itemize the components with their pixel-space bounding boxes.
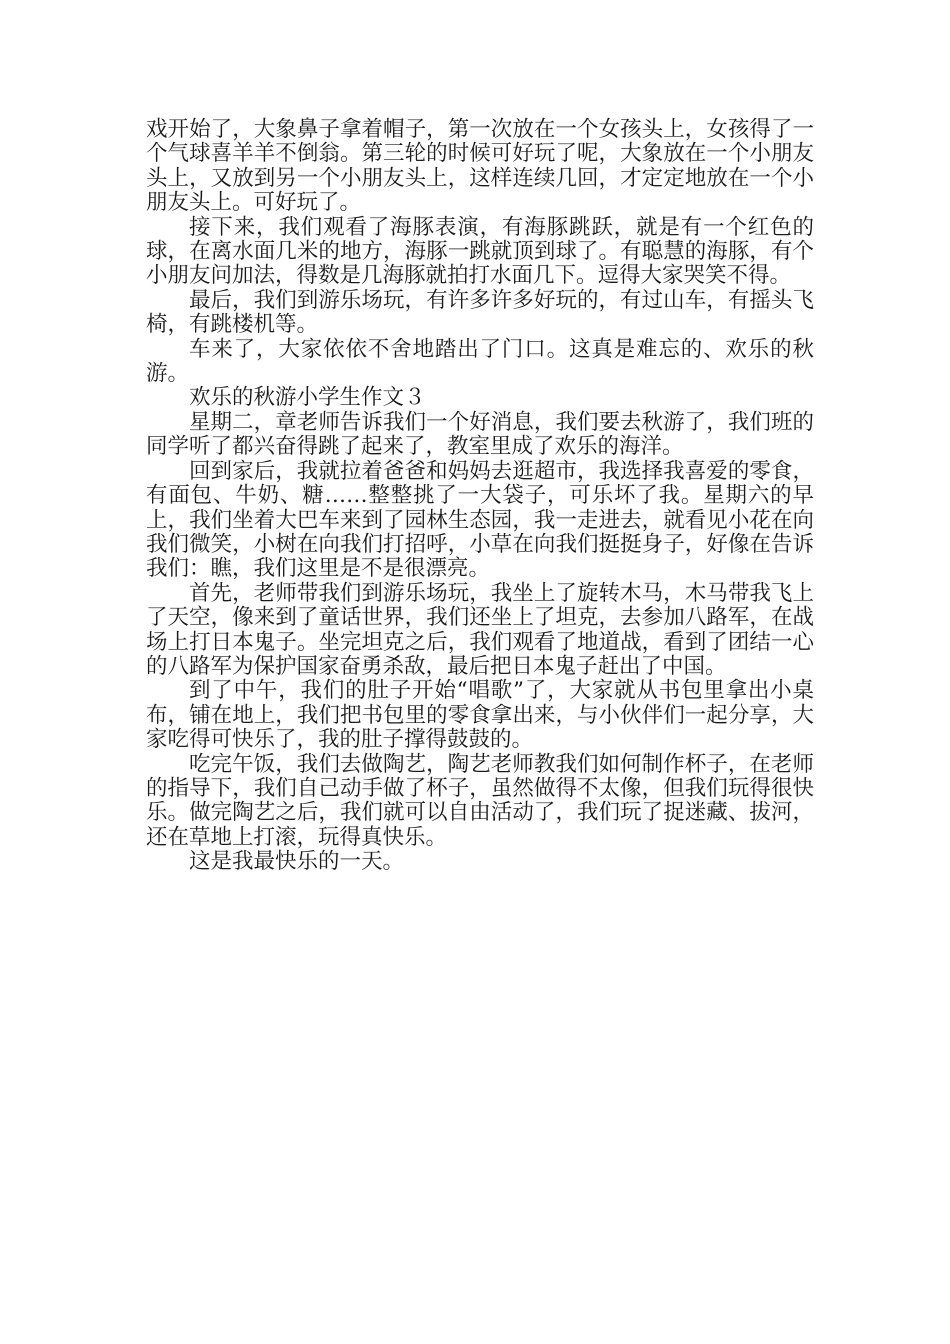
paragraph: 接下来，我们观看了海豚表演，有海豚跳跃，就是有一个红色的球，在离水面几米的地方，海豚一跳就顶到球了。有聪慧的海豚，有个小朋友问加法，得数是几海豚就拍打水面几下。逗得大家哭笑不得。: [146, 214, 814, 289]
paragraph: 这是我最快乐的一天。: [189, 849, 405, 875]
paragraph: 吃完午饭，我们去做陶艺，陶艺老师教我们如何制作杯子，在老师的指导下，我们自己动手做了杯子，虽然做得不太像，但我们玩得很快乐。做完陶艺之后，我们就可以自由活动了，我们玩了捉迷藏、拔河，还在草地上打滚，玩得真快乐。: [146, 751, 814, 850]
paragraph: 星期二，章老师告诉我们一个好消息，我们要去秋游了，我们班的同学听了都兴奋得跳了起来了，教室里成了欢乐的海洋。: [146, 409, 814, 460]
section-title: 欢乐的秋游小学生作文３: [189, 385, 426, 411]
paragraph: 到了中午，我们的肚子开始“唱歌”了，大家就从书包里拿出小桌布，铺在地上，我们把书包里的零食拿出来，与小伙伴们一起分享，大家吃得可快乐了，我的肚子撑得鼓鼓的。: [146, 678, 814, 753]
paragraph: 回到家后，我就拉着爸爸和妈妈去逛超市，我选择我喜爱的零食，有面包、牛奶、糖……整整挑了一大袋子，可乐坏了我。星期六的早上，我们坐着大巴车来到了园林生态园，我一走进去，就看见小花在向我们微笑，小树在向我们打招呼，小草在向我们挺挺身子，好像在告诉我们：瞧，我们这里是不是很漂亮。: [146, 458, 814, 582]
document-body: [146, 118, 814, 875]
paragraph: 首先，老师带我们到游乐场玩，我坐上了旋转木马，木马带我飞上了天空，像来到了童话世界，我们还坐上了坦克，去参加八路军，在战场上打日本鬼子。坐完坦克之后，我们观看了地道战，看到了团结一心的八路军为保护国家奋勇杀敌，最后把日本鬼子赶出了中国。: [146, 580, 814, 679]
paragraph: 最后，我们到游乐场玩，有许多许多好玩的，有过山车，有摇头飞椅，有跳楼机等。: [146, 287, 814, 338]
paragraph: 车来了，大家依依不舍地踏出了门口。这真是难忘的、欢乐的秋游。: [146, 336, 814, 387]
paragraph: 戏开始了，大象鼻子拿着帽子，第一次放在一个女孩头上，女孩得了一个气球喜羊羊不倒翁。第三轮的时候可好玩了呢，大象放在一个小朋友头上，又放到另一个小朋友头上，这样连续几回，才定定地放在一个小朋友头上。可好玩了。: [146, 117, 814, 216]
